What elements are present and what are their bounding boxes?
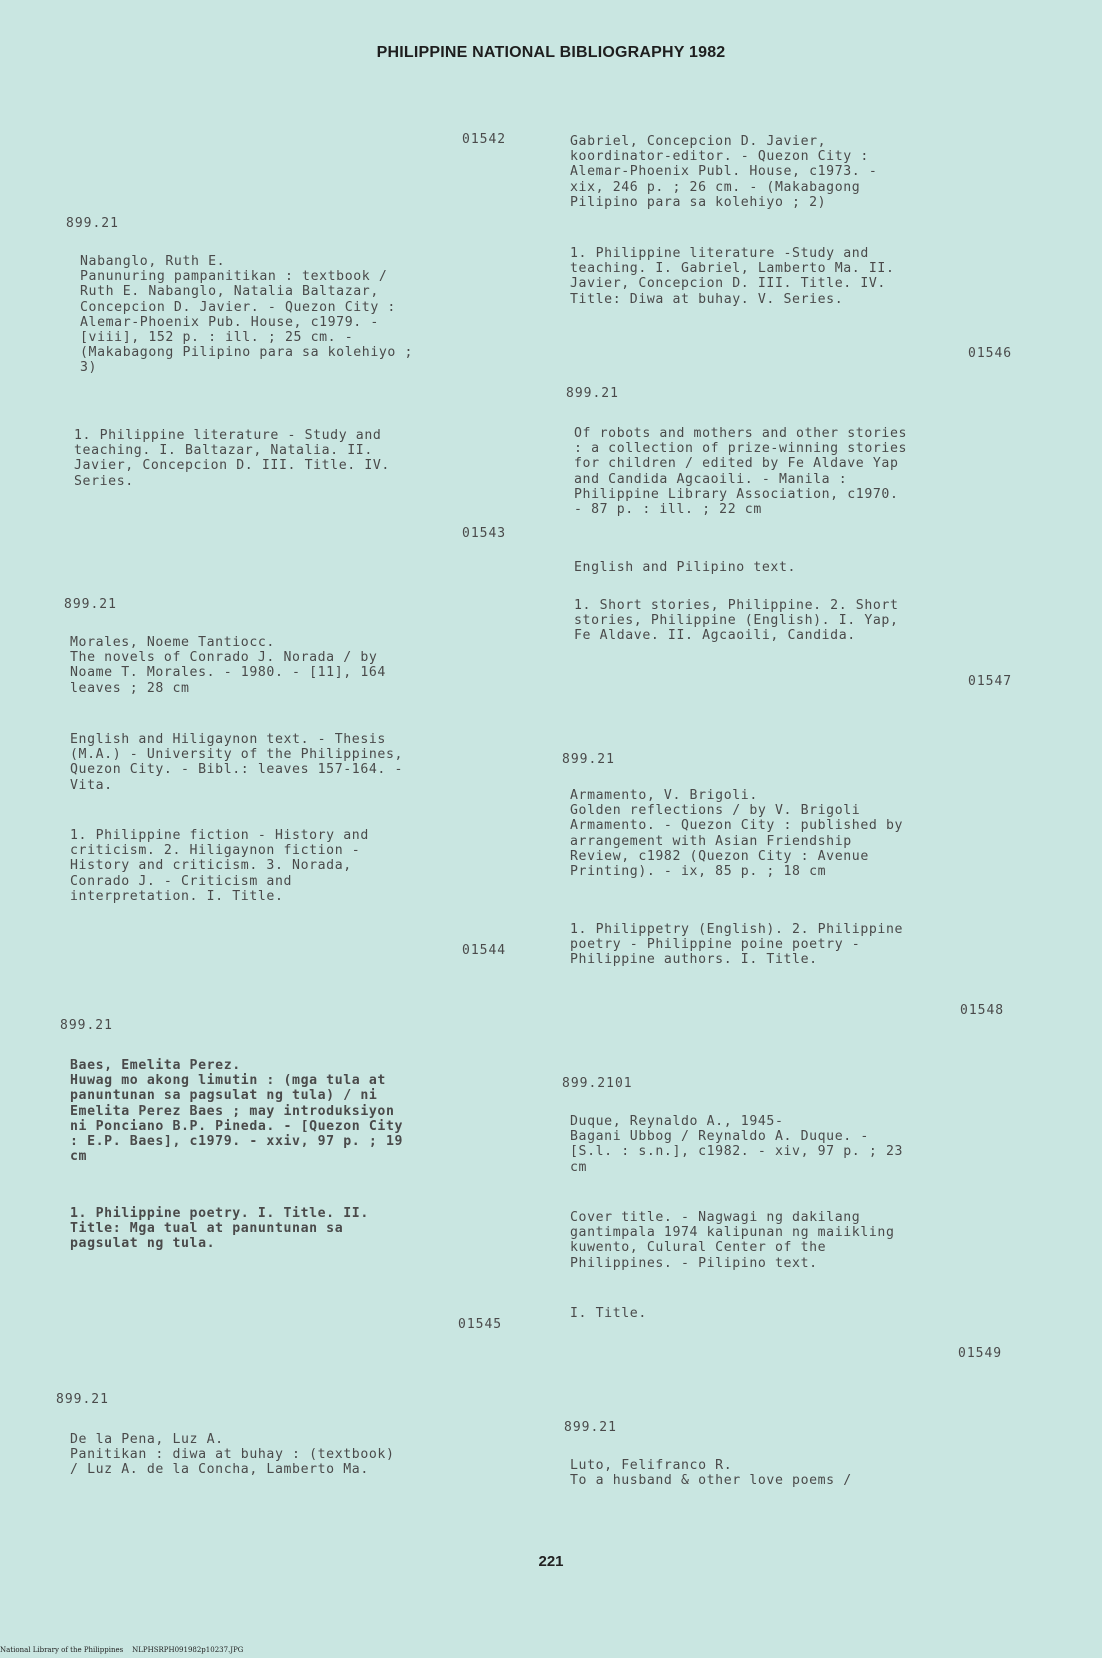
class-number: 899.21	[64, 597, 117, 612]
class-number: 899.21	[66, 216, 119, 231]
entry-number: 01547	[968, 674, 1013, 689]
entry-description: Nabanglo, Ruth E. Panunuring pampanitikan : textbook / Ruth E. Nabanglo, Natalia Baltazar, Concepcion D. Javier. - Quezon City : Alemar-Phoenix Pub. House, c1979. - [viii], 152 p. : ill. ; 25 cm. - (Makabagong Pilipino para sa kolehiyo ; 3)	[80, 254, 414, 376]
class-number: 899.21	[60, 1018, 113, 1033]
entry-subjects: 1. Philippine fiction - History and criticism. 2. Hiligaynon fiction - History and criticism. 3. Norada, Conrado J. - Criticism and interpretation. I. Title.	[70, 828, 369, 904]
entry-subjects: 1. Philippetry (English). 2. Philippine poetry - Philippine poine poetry - Philippine authors. I. Title.	[570, 922, 904, 968]
scan-footer: National Library of the Philippines NLPHSRPH091982p10237.JPG	[0, 1646, 244, 1654]
entry-number: 01545	[458, 1317, 503, 1332]
entry-description: Luto, Felifranco R. To a husband & other love poems /	[570, 1458, 852, 1489]
entry-number: 01548	[960, 1003, 1005, 1018]
entry-subjects: I. Title.	[570, 1306, 647, 1321]
entry-notes: Cover title. - Nagwagi ng dakilang gantimpala 1974 kalipunan ng maiikling kuwento, Culural Center of the Philippines. - Pilipino text.	[570, 1210, 895, 1271]
entry-description: Baes, Emelita Perez. Huwag mo akong limutin : (mga tula at panuntunan sa pagsulat ng tula) / ni Emelita Perez Baes ; may introduksiyon ni Ponciano B.P. Pineda. - [Quezon City : E.P. Baes], c1979. - xxiv, 97 p. ; 19 cm	[70, 1058, 404, 1165]
entry-number: 01542	[462, 132, 507, 147]
entry-number: 01546	[968, 346, 1013, 361]
entry-description: De la Pena, Luz A. Panitikan : diwa at buhay : (textbook) / Luz A. de la Concha, Lamberto Ma.	[70, 1432, 395, 1478]
class-number: 899.21	[562, 752, 615, 767]
entry-description: Armamento, V. Brigoli. Golden reflections / by V. Brigoli Armamento. - Quezon City : published by arrangement with Asian Friendship Review, c1982 (Quezon City : Avenue Printing). - ix, 85 p. ; 18 cm	[570, 788, 904, 880]
class-number: 899.21	[566, 386, 619, 401]
entry-number: 01544	[462, 943, 507, 958]
entry-description: Duque, Reynaldo A., 1945- Bagani Ubbog / Reynaldo A. Duque. - [S.l. : s.n.], c1982. - xiv, 97 p. ; 23 cm	[570, 1114, 904, 1175]
entry-number: 01543	[462, 526, 507, 541]
entry-subjects: 1. Philippine literature - Study and teaching. I. Baltazar, Natalia. II. Javier, Concepcion D. III. Title. IV. Series.	[74, 428, 390, 489]
entry-notes: English and Pilipino text.	[574, 560, 797, 575]
class-number: 899.21	[564, 1420, 617, 1435]
entry-subjects: 1. Short stories, Philippine. 2. Short stories, Philippine (English). I. Yap, Fe Aldave. II. Agcaoili, Candida.	[574, 598, 899, 644]
entry-subjects: 1. Philippine literature -Study and teaching. I. Gabriel, Lamberto Ma. II. Javier, Concepcion D. III. Title. IV. Title: Diwa at buhay. V. Series.	[570, 246, 895, 307]
entry-description: Of robots and mothers and other stories : a collection of prize-winning stories for children / edited by Fe Aldave Yap and Candida Agcaoili. - Manila : Philippine Library Association, c1970. - 87 p. : ill. ; 22 cm	[574, 426, 908, 518]
entry-description: Morales, Noeme Tantiocc. The novels of Conrado J. Norada / by Noame T. Morales. - 1980. - [11], 164 leaves ; 28 cm	[70, 635, 386, 696]
entry-subjects: 1. Philippine poetry. I. Title. II. Title: Mga tual at panuntunan sa pagsulat ng tula.	[70, 1206, 369, 1252]
page-number: 221	[538, 1553, 564, 1570]
class-number: 899.21	[56, 1392, 109, 1407]
entry-description: Gabriel, Concepcion D. Javier, koordinator-editor. - Quezon City : Alemar-Phoenix Publ. House, c1973. - xix, 246 p. ; 26 cm. - (Makabagong Pilipino para sa kolehiyo ; 2)	[570, 134, 878, 210]
page-header: PHILIPPINE NATIONAL BIBLIOGRAPHY 1982	[376, 44, 726, 61]
entry-notes: English and Hiligaynon text. - Thesis (M.A.) - University of the Philippines, Quezon City. - Bibl.: leaves 157-164. - Vita.	[70, 732, 404, 793]
entry-number: 01549	[958, 1346, 1003, 1361]
class-number: 899.2101	[562, 1076, 633, 1091]
